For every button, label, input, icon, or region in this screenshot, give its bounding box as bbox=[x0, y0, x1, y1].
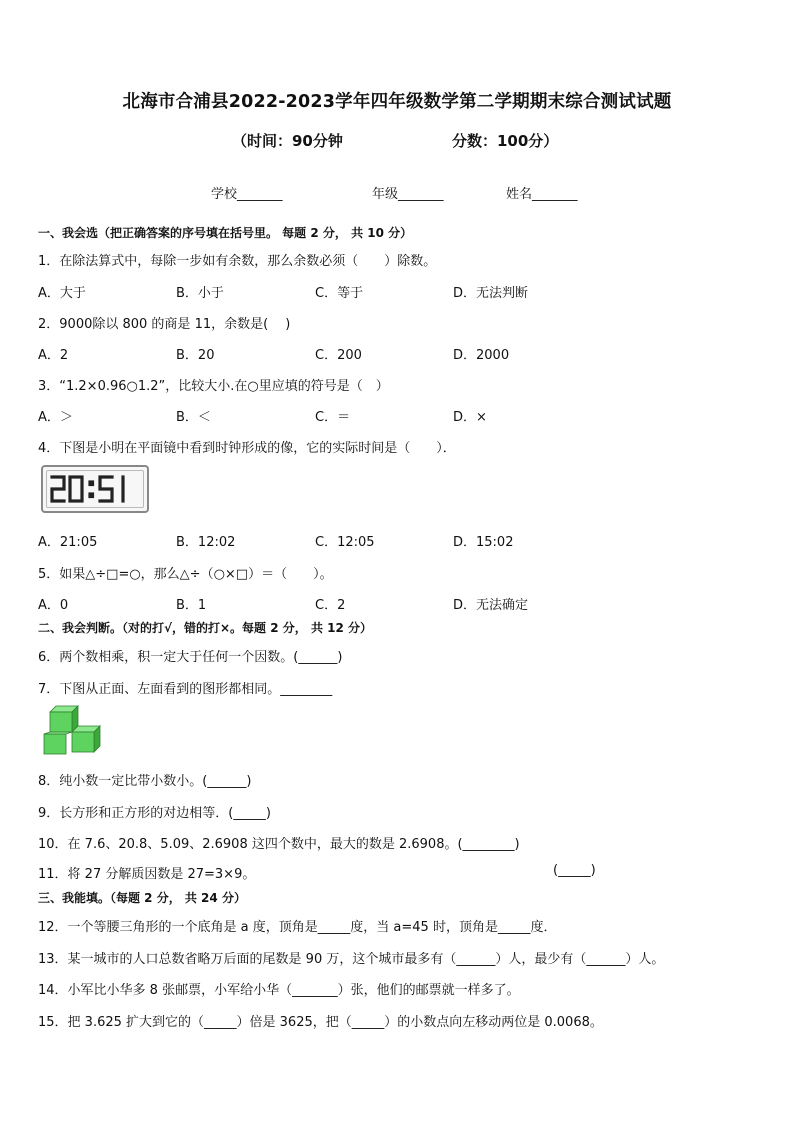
question-12: 12．一个等腰三角形的一个底角是 a 度，顶角是_____度，当 a=45 时，顶角是_____度． bbox=[38, 920, 557, 935]
question-6: 6．两个数相乘，积一定大于任何一个因数。(______) bbox=[38, 650, 343, 665]
question-3: 3．“1.2×0.96○1.2”，比较大小.在○里应填的符号是（ ） bbox=[38, 379, 389, 394]
q5-option-d: D．无法确定 bbox=[453, 598, 529, 613]
q2-option-b: B．20 bbox=[176, 348, 215, 363]
digital-clock-image bbox=[41, 465, 149, 513]
grade-field: 年级_______ bbox=[372, 187, 444, 202]
q4-option-b: B．12:02 bbox=[176, 535, 236, 550]
q3-option-b: B．＜ bbox=[176, 410, 211, 425]
question-11: 11．将 27 分解质因数是 27=3×9。 bbox=[38, 867, 256, 882]
cube-stack-figure bbox=[40, 704, 104, 756]
question-7: 7．下图从正面、左面看到的图形都相同。________ bbox=[38, 682, 333, 697]
q3-option-a: A．＞ bbox=[38, 410, 73, 425]
question-4: 4．下图是小明在平面镜中看到时钟形成的像，它的实际时间是（ ）． bbox=[38, 441, 456, 456]
clock-digits-icon bbox=[43, 467, 147, 511]
section-3-heading: 三、我能填。（每题 2 分， 共 24 分） bbox=[38, 891, 246, 905]
question-11-blank: (_____) bbox=[553, 863, 596, 878]
q1-option-b: B．小于 bbox=[176, 286, 224, 301]
question-2: 2．9000除以 800 的商是 11，余数是( ) bbox=[38, 317, 291, 332]
q5-option-b: B．1 bbox=[176, 598, 207, 613]
q1-option-a: A．大于 bbox=[38, 286, 86, 301]
q1-option-c: C．等于 bbox=[315, 286, 364, 301]
q5-option-a: A．0 bbox=[38, 598, 69, 613]
exam-score: 分数：100分） bbox=[452, 132, 559, 150]
section-2-heading: 二、我会判断。（对的打√，错的打×。每题 2 分， 共 12 分） bbox=[38, 621, 372, 635]
q4-option-c: C．12:05 bbox=[315, 535, 375, 550]
q3-option-c: C．＝ bbox=[315, 410, 351, 425]
question-14: 14．小军比小华多 8 张邮票，小军给小华（_______）张，他们的邮票就一样多了。 bbox=[38, 983, 520, 998]
school-field: 学校_______ bbox=[211, 187, 283, 202]
question-9: 9．长方形和正方形的对边相等．(_____) bbox=[38, 806, 271, 821]
q1-option-d: D．无法判断 bbox=[453, 286, 529, 301]
q2-option-a: A．2 bbox=[38, 348, 69, 363]
question-15: 15．把 3.625 扩大到它的（_____）倍是 3625，把（_____）的小数点向左移动两位是 0.0068。 bbox=[38, 1015, 603, 1030]
question-1: 1．在除法算式中，每除一步如有余数，那么余数必须（ ）除数。 bbox=[38, 254, 437, 269]
question-13: 13．某一城市的人口总数省略万后面的尾数是 90 万，这个城市最多有（______）人，最少有（______）人。 bbox=[38, 952, 665, 967]
question-8: 8．纯小数一定比带小数小。(______) bbox=[38, 774, 252, 789]
section-1-heading: 一、我会选（把正确答案的序号填在括号里。 每题 2 分， 共 10 分） bbox=[38, 226, 413, 240]
q4-option-d: D．15:02 bbox=[453, 535, 514, 550]
name-field: 姓名_______ bbox=[506, 187, 578, 202]
q5-option-c: C．2 bbox=[315, 598, 346, 613]
page-title: 北海市合浦县2022-2023学年四年级数学第二学期期末综合测试试题 bbox=[122, 92, 672, 112]
q3-option-d: D．× bbox=[453, 410, 487, 425]
q2-option-d: D．2000 bbox=[453, 348, 510, 363]
q2-option-c: C．200 bbox=[315, 348, 362, 363]
q4-option-a: A．21:05 bbox=[38, 535, 98, 550]
question-10: 10．在 7.6、20.8、5.09、2.6908 这四个数中，最大的数是 2.6908。(________) bbox=[38, 837, 520, 852]
question-5: 5．如果△÷□=○，那么△÷（○×□）＝（ ）。 bbox=[38, 567, 333, 582]
exam-time: （时间：90分钟 bbox=[232, 132, 343, 150]
